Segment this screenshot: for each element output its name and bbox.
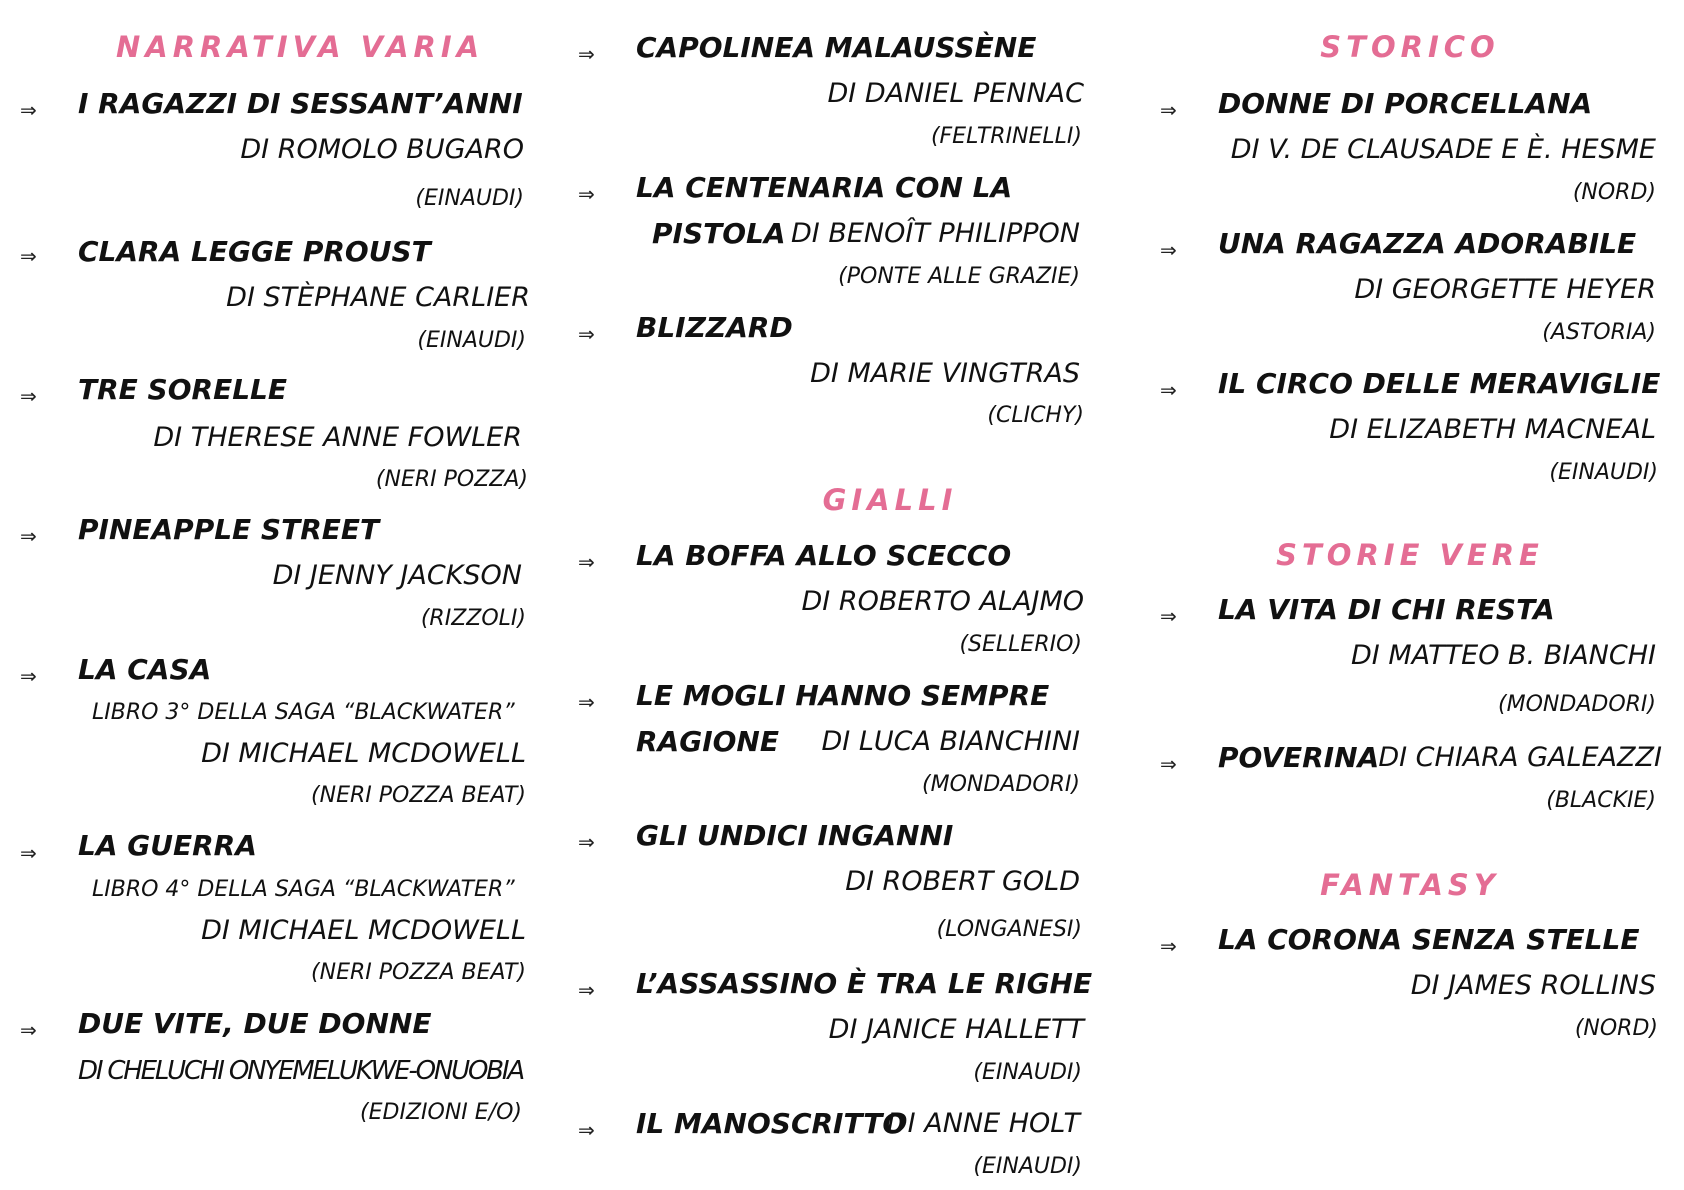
book-title-continued: RAGIONE — [636, 725, 779, 758]
section-heading-gialli: GIALLI — [822, 483, 958, 517]
book-title: LA GUERRA — [78, 829, 257, 862]
book-publisher: (EINAUDI) — [973, 1060, 1082, 1085]
book-publisher: (EDIZIONI E/O) — [360, 1100, 522, 1125]
book-author: DI THERESE ANNE FOWLER — [153, 422, 522, 453]
arrow-bullet-icon: ⇒ — [1160, 98, 1177, 122]
book-title: LA CASA — [78, 653, 212, 686]
arrow-bullet-icon: ⇒ — [1160, 378, 1177, 402]
book-title: LA BOFFA ALLO SCECCO — [636, 539, 1012, 572]
book-publisher: (NERI POZZA) — [375, 467, 528, 492]
book-title: LE MOGLI HANNO SEMPRE — [636, 679, 1050, 712]
book-author: DI ROBERTO ALAJMO — [801, 586, 1084, 617]
book-publisher: (EINAUDI) — [417, 328, 526, 353]
arrow-bullet-icon: ⇒ — [20, 98, 37, 122]
book-author: DI ELIZABETH MACNEAL — [1329, 414, 1656, 445]
book-publisher: (NORD) — [1572, 180, 1656, 205]
book-title-continued: PISTOLA — [652, 217, 786, 250]
arrow-bullet-icon: ⇒ — [578, 42, 595, 66]
book-author: DI JAMES ROLLINS — [1410, 970, 1656, 1001]
book-publisher: (ASTORIA) — [1542, 320, 1656, 345]
arrow-bullet-icon: ⇒ — [1160, 934, 1177, 958]
arrow-bullet-icon: ⇒ — [578, 830, 595, 854]
book-publisher: (PONTE ALLE GRAZIE) — [838, 264, 1080, 289]
book-publisher: (MONDADORI) — [922, 772, 1080, 797]
section-heading-storico: STORICO — [1320, 30, 1500, 64]
book-publisher: (CLICHY) — [987, 403, 1084, 428]
book-publisher: (NERI POZZA BEAT) — [311, 783, 526, 808]
book-author: DI V. DE CLAUSADE E È. HESME — [1230, 134, 1656, 165]
book-author: DI MATTEO B. BIANCHI — [1351, 640, 1656, 671]
book-title: IL MANOSCRITTO — [636, 1107, 907, 1140]
arrow-bullet-icon: ⇒ — [578, 1118, 595, 1142]
book-publisher: (MONDADORI) — [1498, 692, 1656, 717]
book-author: DI ROMOLO BUGARO — [240, 134, 524, 165]
book-title: L’ASSASSINO È TRA LE RIGHE — [636, 967, 1093, 1000]
section-heading-storie-vere: STORIE VERE — [1276, 538, 1544, 572]
book-publisher: (RIZZOLI) — [420, 606, 526, 631]
arrow-bullet-icon: ⇒ — [578, 550, 595, 574]
book-author: DI ROBERT GOLD — [845, 866, 1080, 897]
book-publisher: (NORD) — [1574, 1016, 1658, 1041]
arrow-bullet-icon: ⇒ — [20, 244, 37, 268]
book-title: LA VITA DI CHI RESTA — [1218, 593, 1555, 626]
book-publisher: (FELTRINELLI) — [930, 124, 1082, 149]
book-author: DI MARIE VINGTRAS — [810, 358, 1080, 389]
book-author: DI MICHAEL MCDOWELL — [201, 738, 526, 769]
book-author: DI JANICE HALLETT — [828, 1014, 1084, 1045]
section-heading-narrativa-varia: NARRATIVA VARIA — [116, 30, 485, 64]
arrow-bullet-icon: ⇒ — [20, 524, 37, 548]
book-series-note: LIBRO 3° DELLA SAGA “BLACKWATER” — [92, 700, 515, 725]
book-title: LA CORONA SENZA STELLE — [1218, 923, 1640, 956]
book-title: CLARA LEGGE PROUST — [78, 235, 431, 268]
book-title: DUE VITE, DUE DONNE — [78, 1007, 432, 1040]
book-author: DI CHELUCHI ONYEMELUKWE-ONUOBIA — [78, 1056, 523, 1086]
arrow-bullet-icon: ⇒ — [1160, 604, 1177, 628]
arrow-bullet-icon: ⇒ — [1160, 752, 1177, 776]
book-title: UNA RAGAZZA ADORABILE — [1218, 227, 1637, 260]
book-publisher: (EINAUDI) — [415, 186, 524, 211]
book-title: I RAGAZZI DI SESSANT’ANNI — [78, 87, 523, 120]
arrow-bullet-icon: ⇒ — [578, 322, 595, 346]
book-author: DI MICHAEL MCDOWELL — [201, 915, 526, 946]
book-title: PINEAPPLE STREET — [78, 513, 380, 546]
book-title: POVERINA — [1218, 741, 1380, 774]
book-title: CAPOLINEA MALAUSSÈNE — [636, 31, 1037, 64]
book-author: DI DANIEL PENNAC — [827, 78, 1084, 109]
book-publisher: (EINAUDI) — [973, 1154, 1082, 1179]
book-title: IL CIRCO DELLE MERAVIGLIE — [1218, 367, 1661, 400]
book-publisher: (NERI POZZA BEAT) — [311, 960, 526, 985]
book-publisher: (BLACKIE) — [1546, 788, 1656, 813]
book-publisher: (EINAUDI) — [1549, 460, 1658, 485]
book-title: LA CENTENARIA CON LA — [636, 171, 1013, 204]
section-heading-fantasy: FANTASY — [1320, 868, 1500, 902]
arrow-bullet-icon: ⇒ — [578, 182, 595, 206]
book-author: DI STÈPHANE CARLIER — [226, 282, 530, 313]
book-publisher: (SELLERIO) — [959, 632, 1082, 657]
book-author: DI GEORGETTE HEYER — [1354, 274, 1656, 305]
arrow-bullet-icon: ⇒ — [20, 841, 37, 865]
book-author: DI ANNE HOLT — [886, 1108, 1080, 1139]
book-author: DI CHIARA GALEAZZI — [1378, 742, 1662, 773]
arrow-bullet-icon: ⇒ — [578, 690, 595, 714]
book-author: DI LUCA BIANCHINI — [821, 726, 1080, 757]
book-title: BLIZZARD — [636, 311, 793, 344]
arrow-bullet-icon: ⇒ — [20, 1018, 37, 1042]
book-title: GLI UNDICI INGANNI — [636, 819, 954, 852]
arrow-bullet-icon: ⇒ — [20, 664, 37, 688]
arrow-bullet-icon: ⇒ — [20, 384, 37, 408]
arrow-bullet-icon: ⇒ — [578, 978, 595, 1002]
book-author: DI BENOÎT PHILIPPON — [791, 218, 1080, 249]
book-publisher: (LONGANESI) — [936, 917, 1082, 942]
arrow-bullet-icon: ⇒ — [1160, 238, 1177, 262]
book-title: DONNE DI PORCELLANA — [1218, 87, 1593, 120]
book-author: DI JENNY JACKSON — [272, 560, 522, 591]
book-title: TRE SORELLE — [78, 373, 288, 406]
book-series-note: LIBRO 4° DELLA SAGA “BLACKWATER” — [92, 877, 515, 902]
